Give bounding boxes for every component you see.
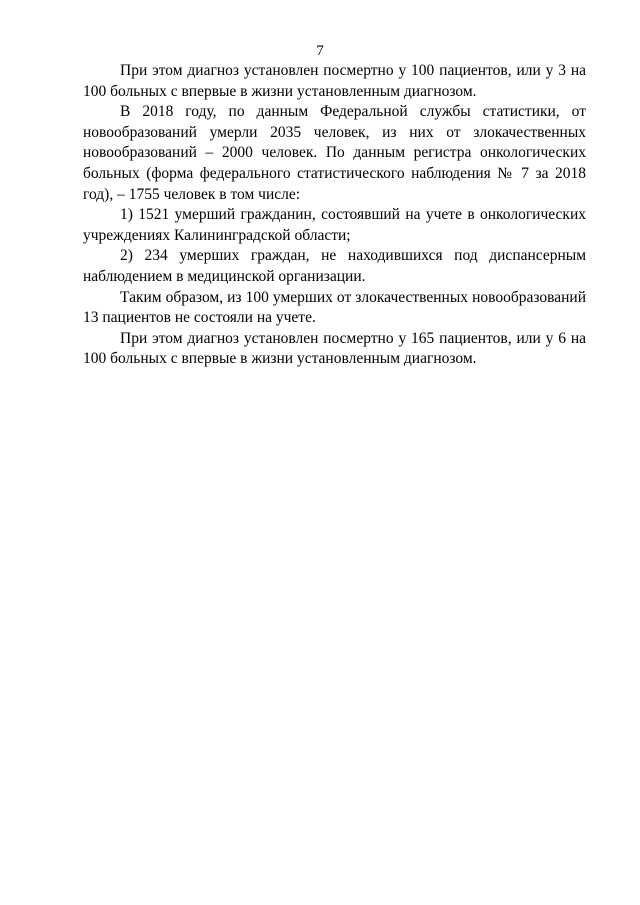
paragraph-posthumous-diagnosis-2017: При этом диагноз установлен посмертно у 100 пациентов, или у 3 на 100 больных с впервые в жизни установленным диагнозом. <box>83 62 586 100</box>
paragraph-posthumous-diagnosis-2018: При этом диагноз установлен посмертно у 165 пациентов, или у 6 на 100 больных с впервые в жизни установленным диагнозом. <box>83 329 586 368</box>
paragraph-mortality-2018: В 2018 году, по данным Федеральной службы статистики, от новообразований умерли 2035 человек, из них от злокачественных новообразований – 2000 человек. По данным регистра онкологических больных (форма федерального статистического наблюдения № 7 за 2018 год), – 1755 человек в том числе: <box>83 103 586 203</box>
paragraph-summary: Таким образом, из 100 умерших от злокачественных новообразований 13 пациентов не состояли на учете. <box>83 288 586 327</box>
document-body <box>83 61 586 370</box>
list-item-registered-deaths: 1) 1521 умерший гражданин, состоявший на учете в онкологических учреждениях Калининградской области; <box>83 206 586 244</box>
list-item-unregistered-deaths: 2) 234 умерших граждан, не находившихся под диспансерным наблюдением в медицинской организации. <box>83 247 586 285</box>
page-number: 7 <box>316 43 324 59</box>
